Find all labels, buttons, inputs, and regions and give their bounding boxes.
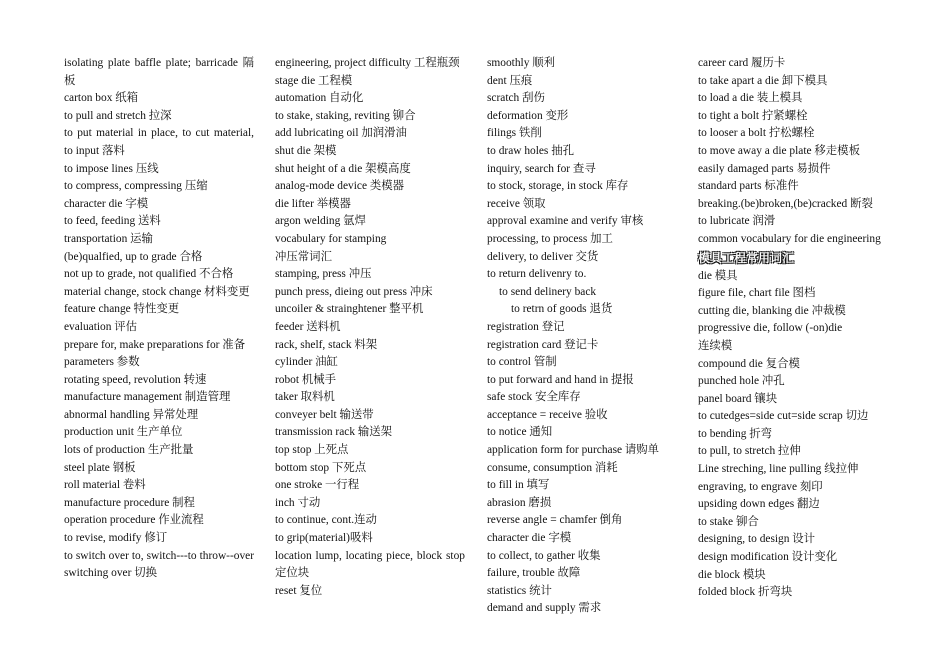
glossary-entry: stage die 工程模 [275, 74, 353, 87]
glossary-entry: engraving, to engrave 刻印 [698, 480, 823, 493]
glossary-entry: lots of production 生产批量 [64, 444, 194, 457]
glossary-entry: engineering, project difficulty 工程瓶颈 [275, 57, 460, 69]
glossary-entry: parameters 参数 [64, 356, 140, 369]
glossary-entry: to put forward and hand in 提报 [487, 373, 634, 386]
glossary-entry: to take apart a die 卸下模具 [698, 74, 828, 87]
glossary-entry: operation procedure 作业流程 [64, 514, 204, 527]
glossary-entry: carton box 纸箱 [64, 92, 139, 105]
glossary-entry: failure, trouble 故障 [487, 567, 581, 580]
glossary-entry: character die 字模 [64, 197, 149, 210]
glossary-entry: to revise, modify 修订 [64, 532, 168, 545]
glossary-entry: to compress, compressing 压缩 [64, 180, 208, 193]
glossary-entry: one stroke 一行程 [275, 479, 360, 492]
glossary-entry: to pull, to stretch 拉伸 [698, 445, 801, 458]
glossary-entry: material change, stock change 材料变更 [64, 285, 250, 298]
glossary-entry: character die 字模 [487, 532, 572, 545]
glossary-entry: to cutedges=side cut=side scrap 切边 [698, 410, 869, 423]
glossary-entry: Line streching, line pulling 线拉伸 [698, 463, 859, 476]
glossary-entry: receive 领取 [487, 197, 546, 210]
glossary-entry: reverse angle = chamfer 倒角 [487, 514, 623, 527]
glossary-entry: evaluation 评估 [64, 320, 138, 333]
glossary-entry: to put material in place, to cut material, to input 落料 [64, 127, 254, 157]
glossary-entry: registration 登记 [487, 320, 565, 333]
glossary-entry: to pull and stretch 拉深 [64, 109, 172, 122]
glossary-entry: designing, to design 设计 [698, 533, 816, 546]
glossary-column-4 [698, 55, 888, 602]
glossary-entry: inch 寸动 [275, 496, 321, 509]
glossary-entry: progressive die, follow (-on)die [698, 322, 843, 335]
glossary-entry: transportation 运输 [64, 232, 153, 245]
glossary-entry: bottom stop 下死点 [275, 461, 367, 474]
glossary-entry: safe stock 安全库存 [487, 391, 581, 404]
glossary-column-3 [487, 55, 677, 618]
glossary-entry: transmission rack 输送架 [275, 426, 393, 439]
glossary-entry: argon welding 氩焊 [275, 215, 366, 228]
glossary-entry: to impose lines 压线 [64, 162, 159, 175]
glossary-entry: top stop 上死点 [275, 444, 349, 457]
glossary-entry: rack, shelf, stack 料架 [275, 338, 378, 351]
glossary-entry: smoothly 顺利 [487, 57, 556, 69]
glossary-entry: application form for purchase 请购单 [487, 444, 660, 457]
glossary-entry: manufacture management 制造管理 [64, 391, 231, 404]
glossary-entry: easily damaged parts 易损件 [698, 162, 831, 175]
glossary-entry: 冲压常词汇 [275, 250, 332, 263]
glossary-entry: scratch 刮伤 [487, 92, 545, 105]
glossary-entry: rotating speed, revolution 转速 [64, 373, 207, 386]
glossary-entry: not up to grade, not qualified 不合格 [64, 268, 234, 281]
glossary-entry: deformation 变形 [487, 109, 569, 122]
glossary-entry: to bending 折弯 [698, 427, 773, 440]
glossary-entry: compound die 复合模 [698, 357, 800, 370]
glossary-entry: panel board 镶块 [698, 392, 778, 405]
glossary-entry: acceptance = receive 验收 [487, 408, 608, 421]
glossary-entry: analog-mode device 类模器 [275, 180, 405, 193]
glossary-entry: upsiding down edges 翻边 [698, 498, 820, 511]
glossary-entry: conveyer belt 输送带 [275, 408, 374, 421]
glossary-entry: consume, consumption 消耗 [487, 461, 618, 474]
glossary-entry: to send delinery back [499, 285, 597, 298]
glossary-entry: uncoiler & strainghtener 整平机 [275, 303, 424, 316]
glossary-entry: to fill in 填写 [487, 479, 550, 492]
glossary-entry: add lubricating oil 加润滑油 [275, 127, 407, 140]
glossary-entry: roll material 卷料 [64, 479, 146, 492]
glossary-entry: to stock, storage, in stock 库存 [487, 180, 629, 193]
glossary-entry: automation 自动化 [275, 92, 364, 105]
glossary-entry: delivery, to deliver 交货 [487, 250, 599, 263]
glossary-entry: manufacture procedure 制程 [64, 496, 195, 509]
section-heading: 模具工程常用词汇 [698, 250, 795, 265]
glossary-entry: punched hole 冲孔 [698, 375, 785, 388]
glossary-entry: folded block 折弯块 [698, 586, 793, 599]
glossary-entry: to looser a bolt 拧松螺栓 [698, 127, 815, 140]
glossary-entry: common vocabulary for die engineering [698, 232, 881, 245]
glossary-entry: cutting die, blanking die 冲裁模 [698, 304, 846, 317]
glossary-entry: shut die 架模 [275, 144, 337, 157]
glossary-entry: to continue, cont.连动 [275, 514, 377, 527]
glossary-entry: vocabulary for stamping [275, 232, 387, 245]
glossary-entry: standard parts 标准件 [698, 180, 799, 193]
glossary-entry: abnormal handling 异常处理 [64, 408, 199, 421]
glossary-entry: cylinder 油缸 [275, 356, 338, 369]
glossary-entry: to collect, to gather 收集 [487, 549, 601, 562]
glossary-entry: die 模具 [698, 269, 738, 282]
glossary-entry: statistics 统计 [487, 584, 552, 597]
glossary-entry: prepare for, make preparations for 准备 [64, 338, 246, 351]
glossary-entry: location lump, locating piece, block stop 定位块 [275, 549, 465, 580]
glossary-entry: shut height of a die 架模高度 [275, 162, 411, 175]
glossary-entry: filings 铁削 [487, 127, 542, 140]
glossary-entry: abrasion 磨损 [487, 496, 552, 509]
glossary-entry: (be)qualfied, up to grade 合格 [64, 250, 203, 263]
glossary-entry: to lubricate 润滑 [698, 215, 776, 228]
glossary-entry: career card 履历卡 [698, 57, 786, 69]
glossary-entry: stamping, press 冲压 [275, 268, 372, 281]
glossary-entry: approval examine and verify 审核 [487, 215, 644, 228]
glossary-entry: to tight a bolt 拧紧螺栓 [698, 109, 808, 122]
glossary-entry: to feed, feeding 送料 [64, 215, 161, 228]
glossary-entry: to stake 铆合 [698, 515, 759, 528]
glossary-entry: taker 取料机 [275, 391, 335, 404]
glossary-entry: feature change 特性变更 [64, 303, 180, 316]
glossary-entry: breaking.(be)broken,(be)cracked 断裂 [698, 197, 873, 210]
glossary-entry: processing, to process 加工 [487, 232, 613, 245]
glossary-entry: to load a die 装上模具 [698, 92, 803, 105]
glossary-entry: feeder 送料机 [275, 320, 341, 333]
glossary-column-1 [64, 55, 254, 583]
glossary-entry: design modification 设计变化 [698, 551, 838, 564]
glossary-entry: die lifter 举模器 [275, 197, 351, 210]
glossary-entry: to stake, staking, reviting 铆合 [275, 109, 416, 122]
glossary-entry: dent 压痕 [487, 74, 533, 87]
glossary-entry: to retrn of goods 退货 [511, 303, 613, 316]
glossary-entry: isolating plate baffle plate; barricade 隔板 [64, 57, 254, 87]
glossary-entry: to control 管制 [487, 356, 557, 369]
glossary-entry: 连续模 [698, 339, 733, 352]
glossary-entry: registration card 登记卡 [487, 338, 599, 351]
glossary-entry: to notice 通知 [487, 426, 553, 439]
glossary-entry: figure file, chart file 图档 [698, 287, 816, 300]
glossary-entry: reset 复位 [275, 584, 323, 597]
glossary-entry: to draw holes 抽孔 [487, 144, 574, 157]
glossary-entry: production unit 生产单位 [64, 426, 183, 439]
glossary-entry: to move away a die plate 移走模板 [698, 144, 860, 157]
glossary-entry: die block 模块 [698, 568, 766, 581]
glossary-entry: punch press, dieing out press 冲床 [275, 285, 433, 298]
glossary-entry: robot 机械手 [275, 373, 337, 386]
glossary-entry: to grip(material)吸料 [275, 532, 373, 545]
glossary-entry: demand and supply 需求 [487, 602, 602, 615]
glossary-entry: to return delivenry to. [487, 268, 587, 281]
glossary-column-2 [275, 55, 465, 600]
glossary-entry: inquiry, search for 查寻 [487, 162, 596, 175]
glossary-entry: to switch over to, switch---to throw--over switching over 切换 [64, 549, 254, 580]
glossary-entry: steel plate 钢板 [64, 461, 136, 474]
